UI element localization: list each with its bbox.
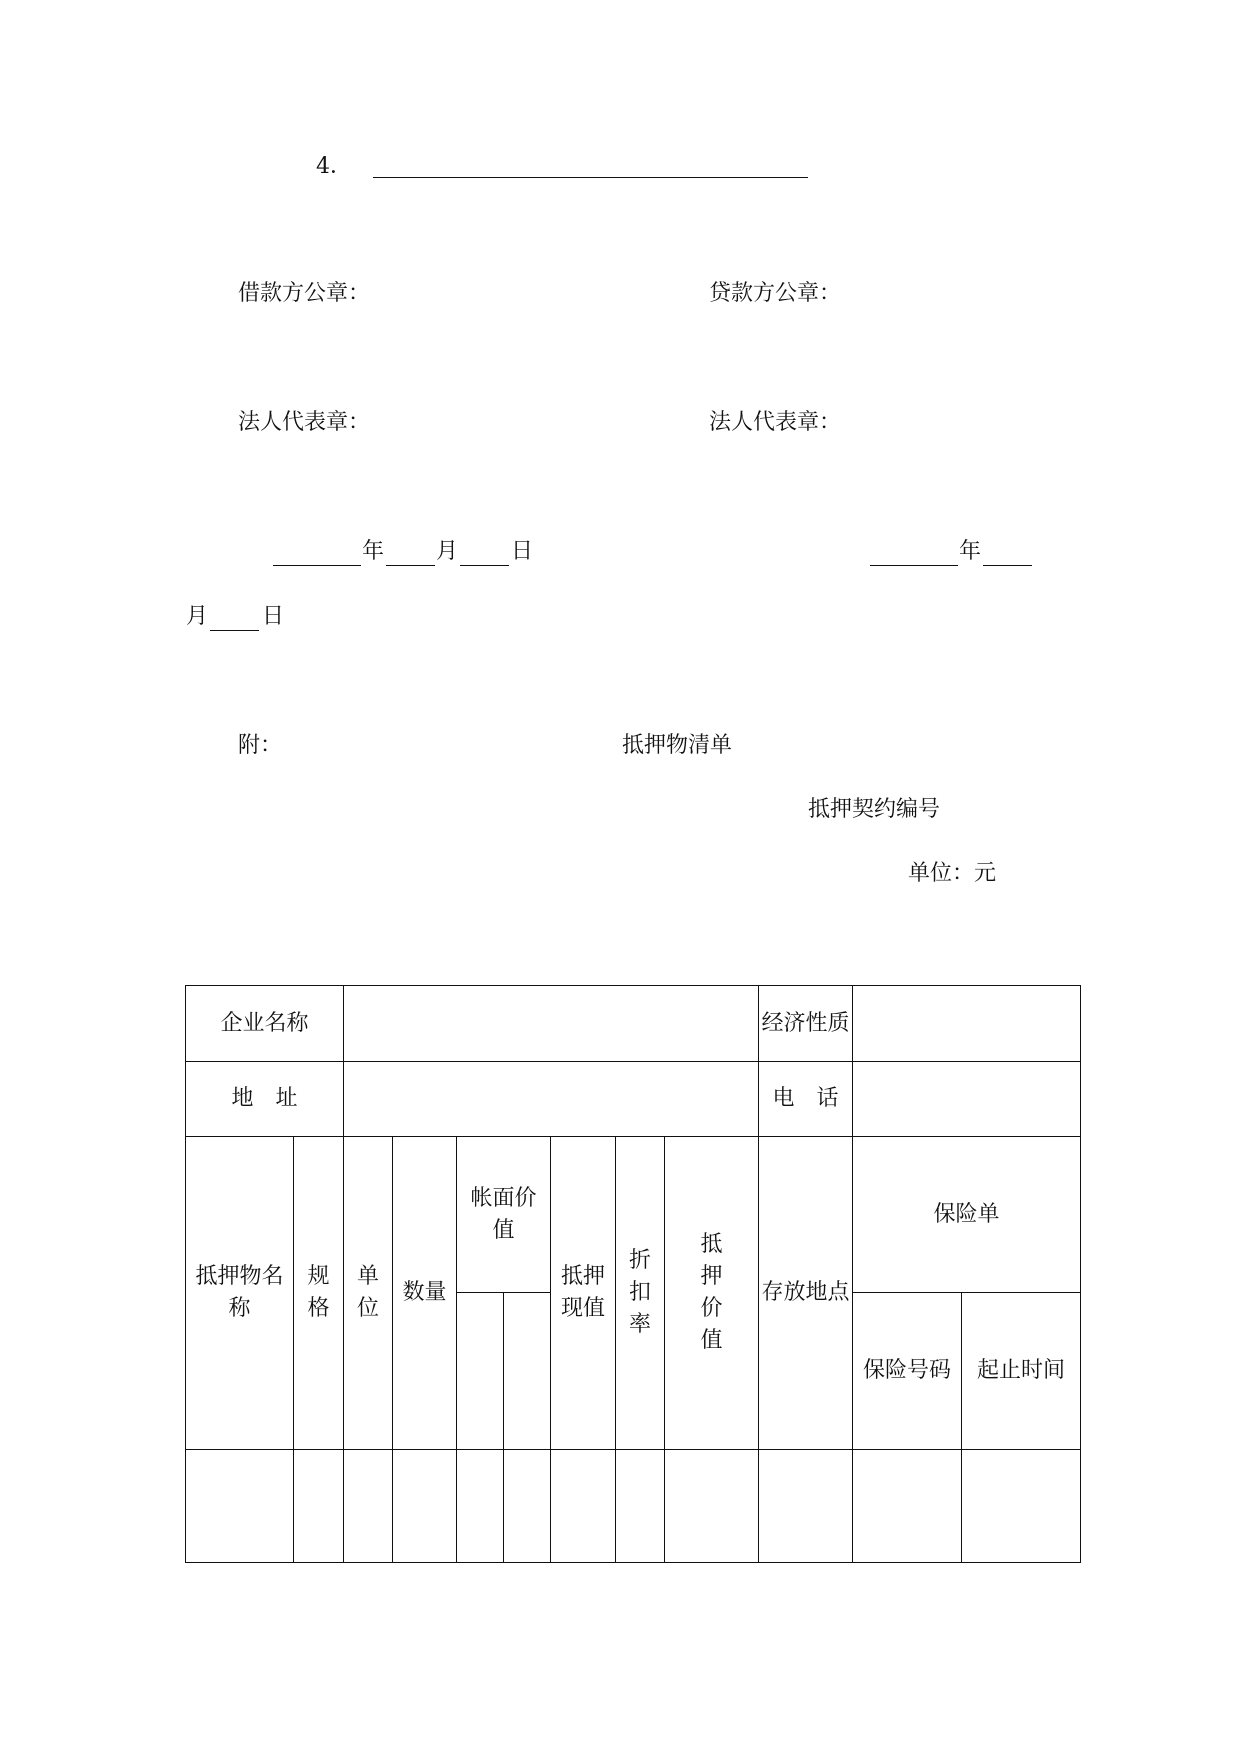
data-cell-book-value-1[interactable]	[457, 1450, 504, 1563]
left-month-label: 月	[436, 539, 459, 564]
address-row	[186, 1062, 1081, 1137]
company-row	[186, 986, 1081, 1062]
left-year-label: 年	[362, 539, 385, 564]
right-year-blank	[870, 565, 958, 566]
data-row	[186, 1450, 1081, 1563]
data-cell-policy-number[interactable]	[853, 1450, 962, 1563]
col-insurance-policy: 保险单	[853, 1137, 1081, 1293]
right-day-label: 日	[262, 604, 285, 629]
col-discount-rate: 折扣率	[616, 1137, 665, 1450]
economic-nature-label: 经济性质	[759, 986, 853, 1062]
data-cell-storage-location[interactable]	[759, 1450, 853, 1563]
right-month-label: 月	[186, 604, 209, 629]
col-current-value: 抵押现值	[551, 1137, 616, 1450]
address-cell[interactable]	[344, 1062, 759, 1137]
data-cell-mortgage-value[interactable]	[665, 1450, 759, 1563]
left-month-blank	[386, 565, 435, 566]
address-label: 地 址	[186, 1062, 344, 1137]
company-name-label: 企业名称	[186, 986, 344, 1062]
left-day-label: 日	[511, 539, 534, 564]
col-start-end-time: 起止时间	[962, 1293, 1081, 1450]
lender-seal-label: 贷款方公章：	[709, 281, 842, 306]
right-month-blank	[983, 565, 1032, 566]
data-cell-spec[interactable]	[294, 1450, 344, 1563]
data-cell-unit[interactable]	[344, 1450, 393, 1563]
col-mortgage-value: 抵押价值	[665, 1137, 759, 1450]
col-unit: 单位	[344, 1137, 393, 1450]
phone-label: 电 话	[759, 1062, 853, 1137]
item-4-blank-line	[373, 177, 808, 178]
col-storage-location: 存放地点	[759, 1137, 853, 1450]
company-name-cell[interactable]	[344, 986, 759, 1062]
unit-label: 单位：元	[908, 861, 997, 886]
contract-number-label: 抵押契约编号	[808, 797, 941, 822]
col-policy-number: 保险号码	[853, 1293, 962, 1450]
data-cell-book-value-2[interactable]	[504, 1450, 551, 1563]
left-day-blank	[460, 565, 509, 566]
data-cell-start-end-time[interactable]	[962, 1450, 1081, 1563]
lender-legal-rep-label: 法人代表章：	[709, 410, 842, 435]
col-spec: 规格	[294, 1137, 344, 1450]
collateral-list-table	[185, 985, 1081, 1563]
data-cell-name[interactable]	[186, 1450, 294, 1563]
item-4-number: 4．	[316, 154, 352, 179]
col-book-value: 帐面价值	[457, 1137, 551, 1293]
book-value-sub-2	[504, 1293, 551, 1450]
data-cell-quantity[interactable]	[393, 1450, 457, 1563]
col-quantity: 数量	[393, 1137, 457, 1450]
attachment-title: 抵押物清单	[622, 733, 733, 758]
left-year-blank	[273, 565, 361, 566]
economic-nature-cell[interactable]	[853, 986, 1081, 1062]
right-day-blank	[210, 630, 259, 631]
attachment-label: 附：	[238, 733, 283, 758]
book-value-sub-1	[457, 1293, 504, 1450]
col-collateral-name: 抵押物名称	[186, 1137, 294, 1450]
data-cell-discount-rate[interactable]	[616, 1450, 665, 1563]
data-cell-current-value[interactable]	[551, 1450, 616, 1563]
right-year-label: 年	[959, 539, 982, 564]
phone-cell[interactable]	[853, 1062, 1081, 1137]
borrower-seal-label: 借款方公章：	[238, 281, 371, 306]
header-row-1	[186, 1137, 1081, 1293]
borrower-legal-rep-label: 法人代表章：	[238, 410, 371, 435]
